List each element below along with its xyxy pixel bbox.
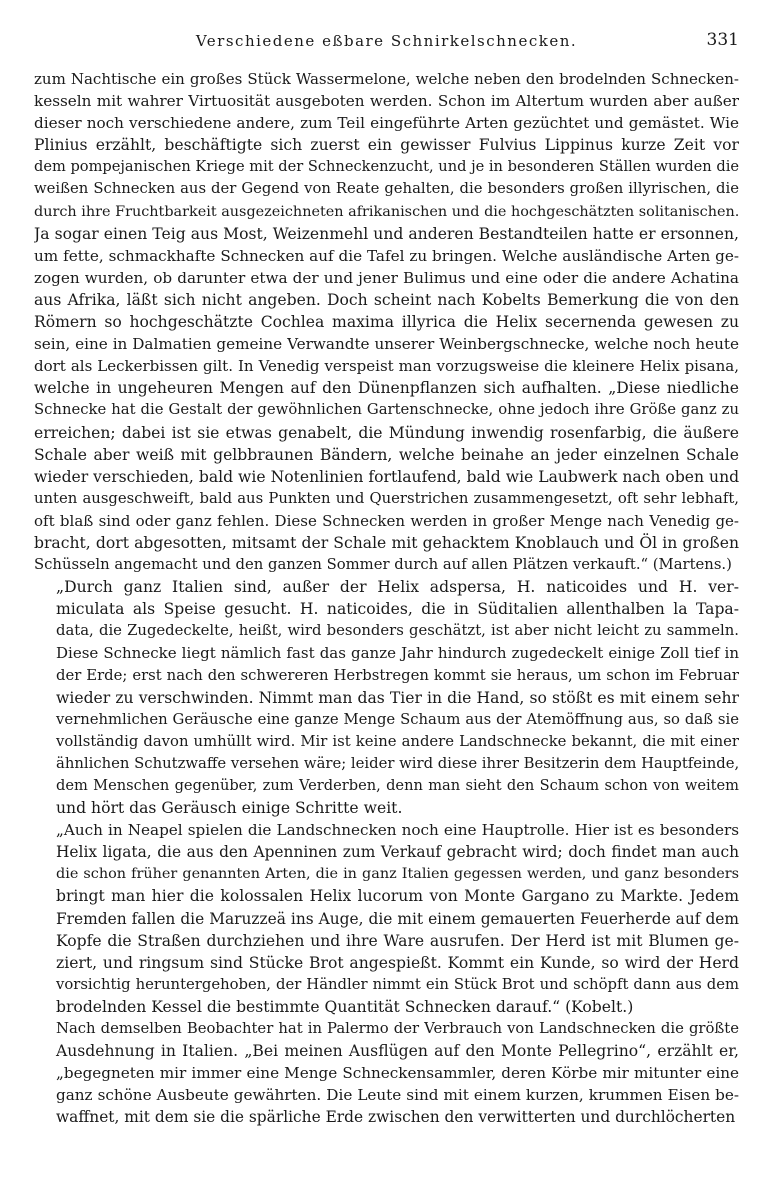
text-line: brodelnden Kessel die bestimmte Quantität Schnecken darauf.“ (Kobelt.) xyxy=(56,997,634,1016)
page-number: 331 xyxy=(706,30,739,50)
text-line: miculata als Speise gesucht. H. naticoides, die in Süditalien allenthalben la Tapa- xyxy=(56,600,739,619)
text-line: vollständig davon umhüllt wird. Mir ist keine andere Landschnecke bekannt, die mit einer xyxy=(56,732,739,750)
text-line: wieder verschieden, bald wie Notenlinien fortlaufend, bald wie Laubwerk nach oben und xyxy=(34,467,739,486)
text-line: dort als Leckerbissen gilt. In Venedig verspeist man vorzugsweise die kleinere Helix pisana, xyxy=(34,357,739,376)
text-line: aus Afrika, läßt sich nicht angeben. Doch scheint nach Kobelts Bemerkung die von den xyxy=(34,290,739,309)
text-line: bracht, dort abgesotten, mitsamt der Schale mit gehacktem Knoblauch und Öl in großen xyxy=(34,533,739,552)
paragraph xyxy=(34,68,739,576)
text-line: Schnecke hat die Gestalt der gewöhnlichen Gartenschnecke, ohne jedoch ihre Größe ganz zu xyxy=(34,401,739,419)
text-line: data, die Zugedeckelte, heißt, wird besonders geschätzt, ist aber nicht leicht zu sammeln. xyxy=(56,622,739,640)
text-line: waffnet, mit dem sie die spärliche Erde zwischen den verwitterten und durchlöcherten xyxy=(56,1108,736,1127)
text-line: und hört das Geräusch einige Schritte weit. xyxy=(56,799,403,818)
text-line: vorsichtig heruntergehoben, der Händler nimmt ein Stück Brot und schöpft dann aus dem xyxy=(56,975,739,993)
text-line: um fette, schmackhafte Schnecken auf die Tafel zu bringen. Welche ausländische Arten ge- xyxy=(34,246,739,265)
text-line: dem pompejanischen Kriege mit der Schneckenzucht, und je in besonderen Ställen wurden die xyxy=(34,158,739,176)
text-line: Schale aber weiß mit gelbbraunen Bändern, welche beinahe an jeder einzelnen Schale xyxy=(34,445,739,464)
paragraph xyxy=(34,819,739,1018)
text-line: unten ausgeschweift, bald aus Punkten und Querstrichen zusammengesetzt, oft sehr lebhaft, xyxy=(34,489,739,507)
text-line: vernehmlichen Geräusche eine ganze Menge Schaum aus der Atemöffnung aus, so daß sie xyxy=(56,710,739,728)
text-line: weißen Schnecken aus der Gegend von Reate gehalten, die besonders großen illyrischen, die xyxy=(34,180,739,198)
paragraph xyxy=(34,576,739,819)
text-line: durch ihre Fruchtbarkeit ausgezeichneten afrikanischen und die hochgeschätzten solitanischen. xyxy=(34,203,739,220)
text-line: Fremden fallen die Maruzzeä ins Auge, die mit einem gemauerten Feuerherde auf dem xyxy=(56,909,739,928)
text-line: ähnlichen Schutzwaffe versehen wäre; leider wird diese ihrer Besitzerin dem Hauptfeinde, xyxy=(56,754,739,772)
page-header xyxy=(34,30,739,54)
text-line: „begegneten mir immer eine Menge Schneckensammler, deren Körbe mir mitunter eine xyxy=(56,1064,739,1083)
text-line: Plinius erzählt, beschäftigte sich zuerst ein gewisser Fulvius Lippinus kurze Zeit vor xyxy=(34,136,739,155)
text-line: oft blaß sind oder ganz fehlen. Diese Schnecken werden in großer Menge nach Venedig ge- xyxy=(34,511,739,530)
text-line: Römern so hochgeschätzte Cochlea maxima illyrica die Helix secernenda gewesen zu xyxy=(34,313,739,332)
text-line: Diese Schnecke liegt nämlich fast das ganze Jahr hindurch zugedeckelt einige Zoll tief in xyxy=(56,644,739,663)
body-text xyxy=(34,68,739,1129)
text-line: der Erde; erst nach den schwereren Herbstregen kommt sie heraus, um schon im Februar xyxy=(56,666,739,684)
text-line: Ausdehnung in Italien. „Bei meinen Ausflügen auf den Monte Pellegrino“, erzählt er, xyxy=(56,1042,739,1061)
text-line: zogen wurden, ob darunter etwa der und jener Bulimus und eine oder die andere Achatina xyxy=(34,268,739,287)
paragraph xyxy=(34,1018,739,1128)
text-line: wieder zu verschwinden. Nimmt man das Tier in die Hand, so stößt es mit einem sehr xyxy=(56,688,739,707)
running-title: Verschiedene eßbare Schnirkelschnecken. xyxy=(195,32,578,50)
text-line: welche in ungeheuren Mengen auf den Dünenpflanzen sich aufhalten. „Diese niedliche xyxy=(34,379,739,398)
text-line: bringt man hier die kolossalen Helix lucorum von Monte Gargano zu Markte. Jedem xyxy=(56,887,739,906)
text-line: ziert, und ringsum sind Stücke Brot angespießt. Kommt ein Kunde, so wird der Herd xyxy=(56,953,739,972)
text-line: zum Nachtische ein großes Stück Wassermelone, welche neben den brodelnden Schnecken- xyxy=(34,70,739,88)
text-line: sein, eine in Dalmatien gemeine Verwandte unserer Weinbergschnecke, welche noch heute xyxy=(34,335,739,354)
text-line: Kopfe die Straßen durchziehen und ihre Ware ausrufen. Der Herd ist mit Blumen ge- xyxy=(56,931,739,950)
text-line: dieser noch verschiedene andere, zum Teil eingeführte Arten gezüchtet und gemästet. Wie xyxy=(34,114,739,133)
text-line: Helix ligata, die aus den Apenninen zum Verkauf gebracht wird; doch findet man auch xyxy=(56,843,739,862)
text-line: dem Menschen gegenüber, zum Verderben, denn man sieht den Schaum schon von weitem xyxy=(56,777,739,794)
text-line: Nach demselben Beobachter hat in Palermo der Verbrauch von Landschnecken die größte xyxy=(56,1020,739,1038)
text-line: erreichen; dabei ist sie etwas genabelt, die Mündung inwendig rosenfarbig, die äußere xyxy=(34,423,739,442)
text-line: die schon früher genannten Arten, die in ganz Italien gegessen werden, und ganz besonders xyxy=(56,866,739,883)
text-line: kesseln mit wahrer Virtuosität ausgeboten werden. Schon im Altertum wurden aber außer xyxy=(34,92,739,111)
text-line: Schüsseln angemacht und den ganzen Sommer durch auf allen Plätzen verkauft.“ (Martens.) xyxy=(34,556,732,574)
text-line: ganz schöne Ausbeute gewährten. Die Leute sind mit einem kurzen, krummen Eisen be- xyxy=(56,1086,739,1105)
text-line: Ja sogar einen Teig aus Most, Weizenmehl und anderen Bestandteilen hatte er ersonnen, xyxy=(34,224,739,243)
text-line: „Durch ganz Italien sind, außer der Helix adspersa, H. naticoides und H. ver- xyxy=(56,578,739,597)
text-line: „Auch in Neapel spielen die Landschnecken noch eine Hauptrolle. Hier ist es besonders xyxy=(56,821,739,840)
